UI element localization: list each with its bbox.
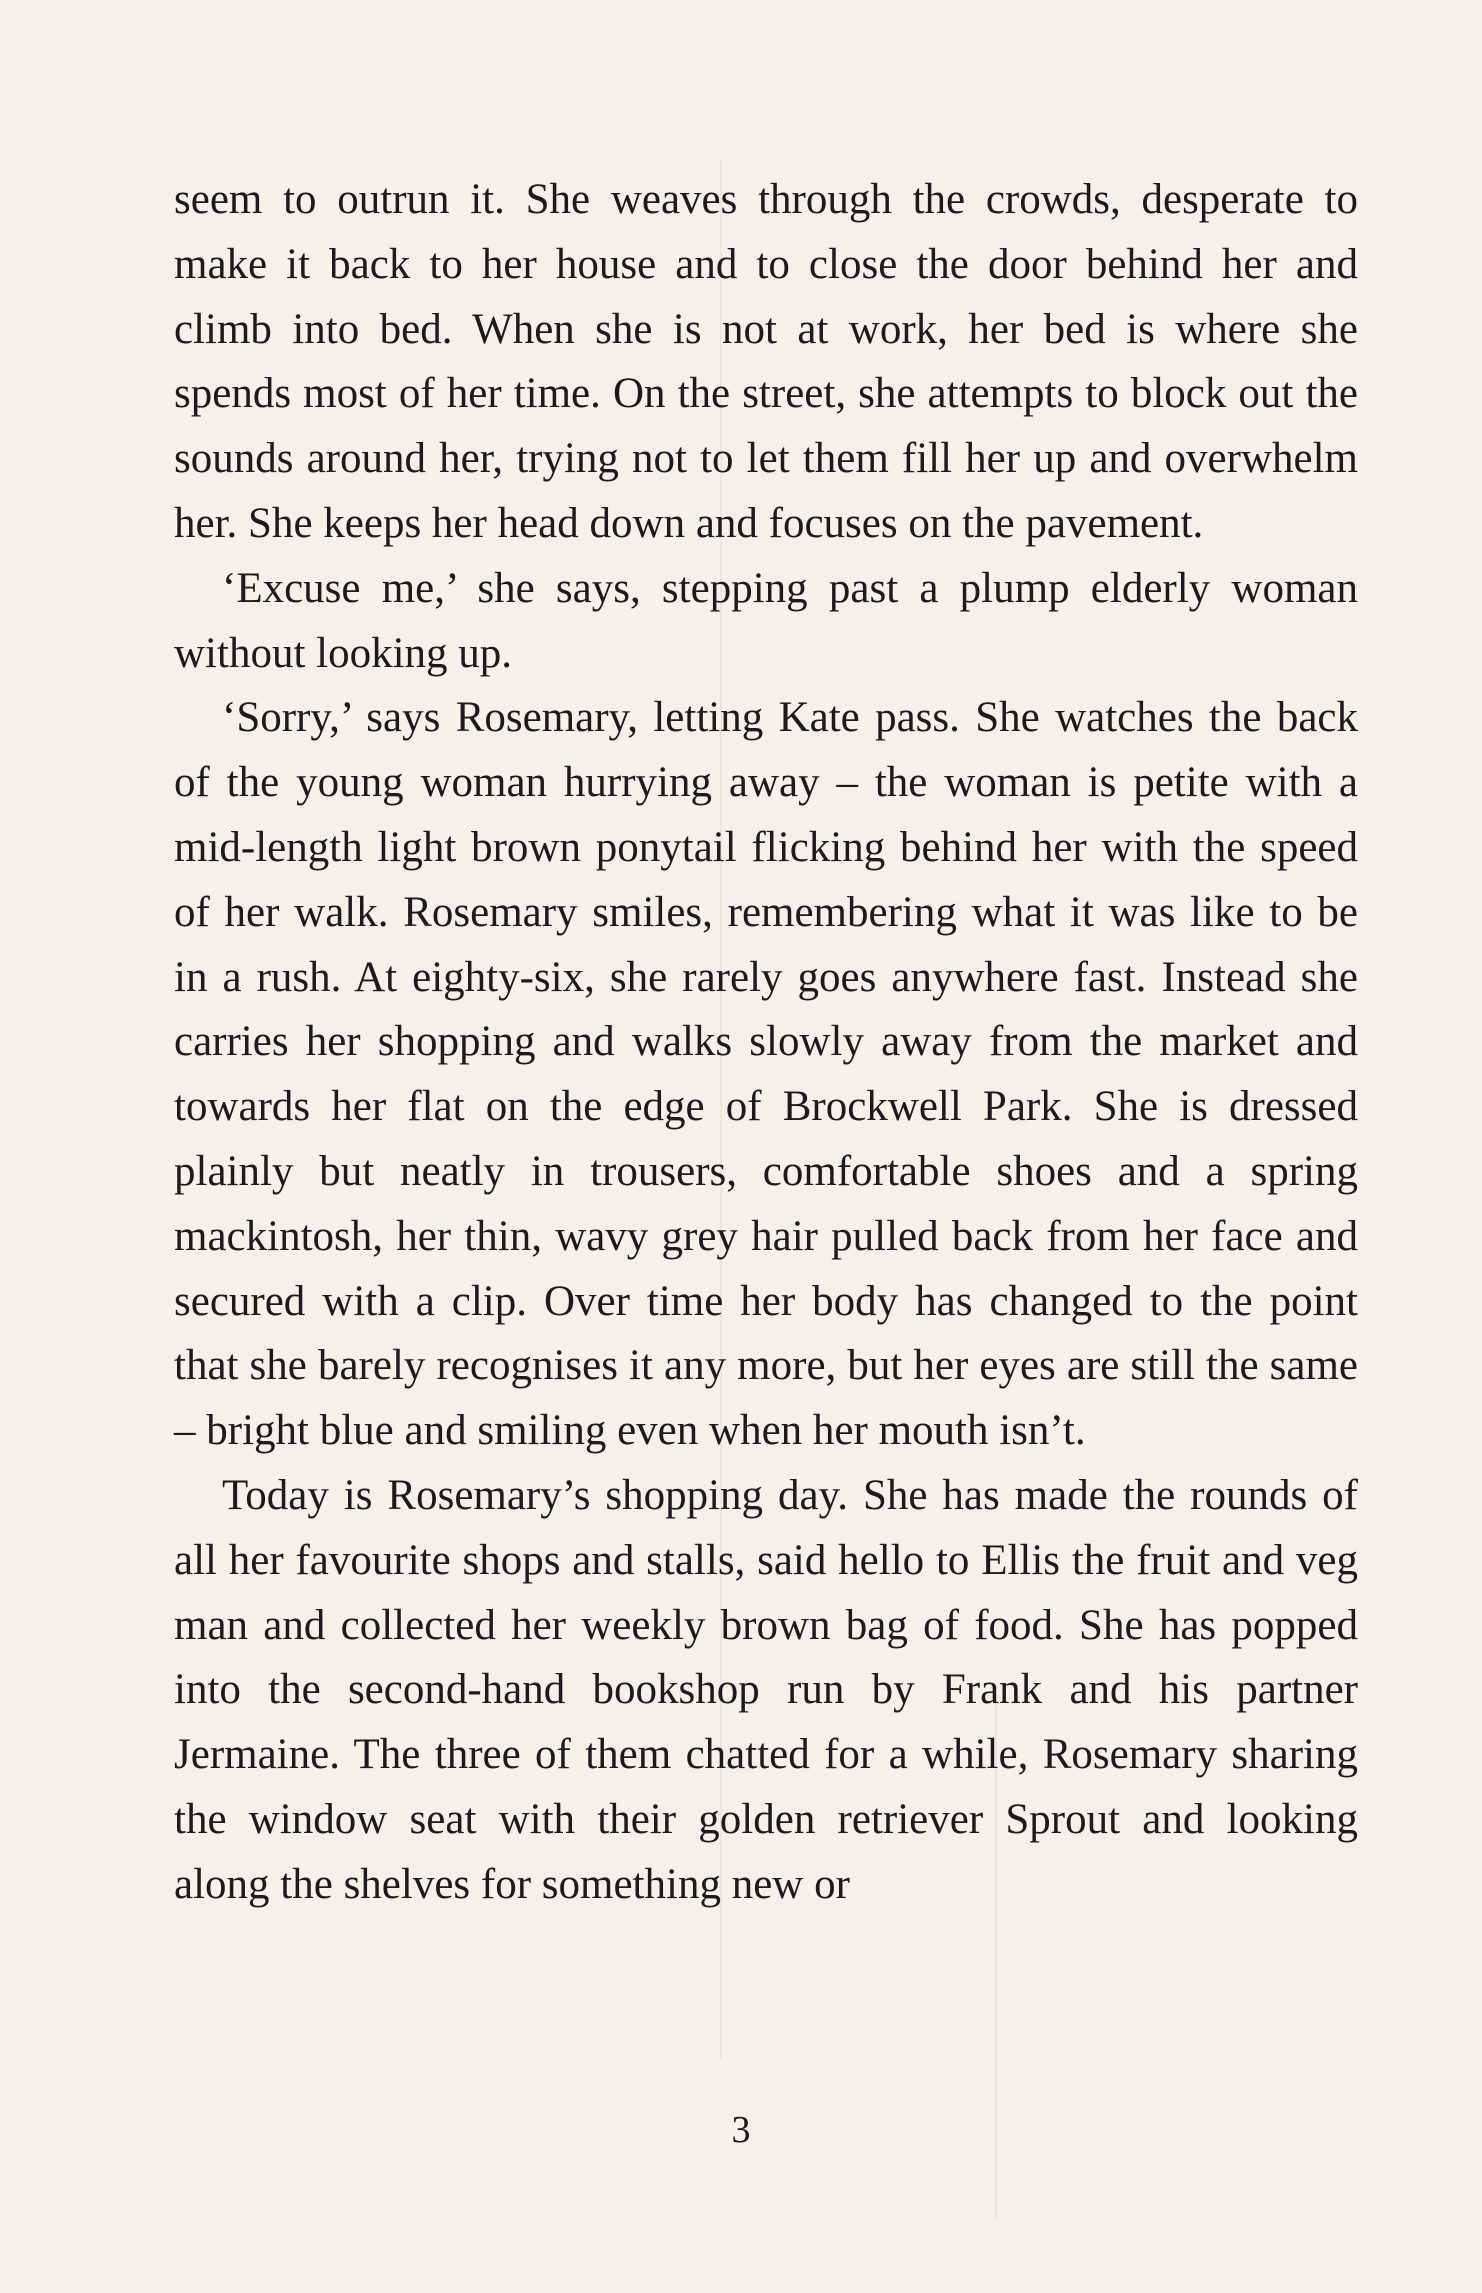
paragraph: ‘Excuse me,’ she says, stepping past a plump elderly woman without looking up. bbox=[174, 564, 1358, 677]
paragraph: ‘Sorry,’ says Rosemary, letting Kate pass. She watches the back of the young woman hurrying away – the woman is petite with a mid-length light brown ponytail flicking behind her with the speed of her walk. Rosemary smiles, remembering what it was like to be in a rush. At eighty-six, she rarely goes anywhere fast. Instead she carries her shopping and walks slowly away from the market and towards her flat on the edge of Brockwell Park. She is dressed plainly but neatly in trousers, comfortable shoes and a spring mackintosh, her thin, wavy grey hair pulled back from her face and secured with a clip. Over time her body has changed to the point that she barely recognises it any more, but her eyes are still the same – bright blue and smiling even when her mouth isn’t. bbox=[174, 694, 1358, 1455]
paragraph: seem to outrun it. She weaves through the crowds, desperate to make it back to her house and to close the door behind her and climb into bed. When she is not at work, her bed is where she spends most of her time. On the street, she attempts to block out the sounds around her, trying not to let them fill her up and overwhelm her. She keeps her head down and focuses on the pavement. bbox=[174, 176, 1358, 547]
page-number: 3 bbox=[731, 2109, 751, 2151]
paragraph: Today is Rosemary’s shopping day. She has made the rounds of all her favourite shops and stalls, said hello to Ellis the fruit and veg man and collected her weekly brown bag of food. She has popped into the second-hand bookshop run by Frank and his partner Jermaine. The three of them chatted for a while, Rosemary sharing the window seat with their golden retriever Sprout and looking along the shelves for something new or bbox=[174, 1471, 1358, 1908]
body-text bbox=[174, 168, 1358, 1918]
